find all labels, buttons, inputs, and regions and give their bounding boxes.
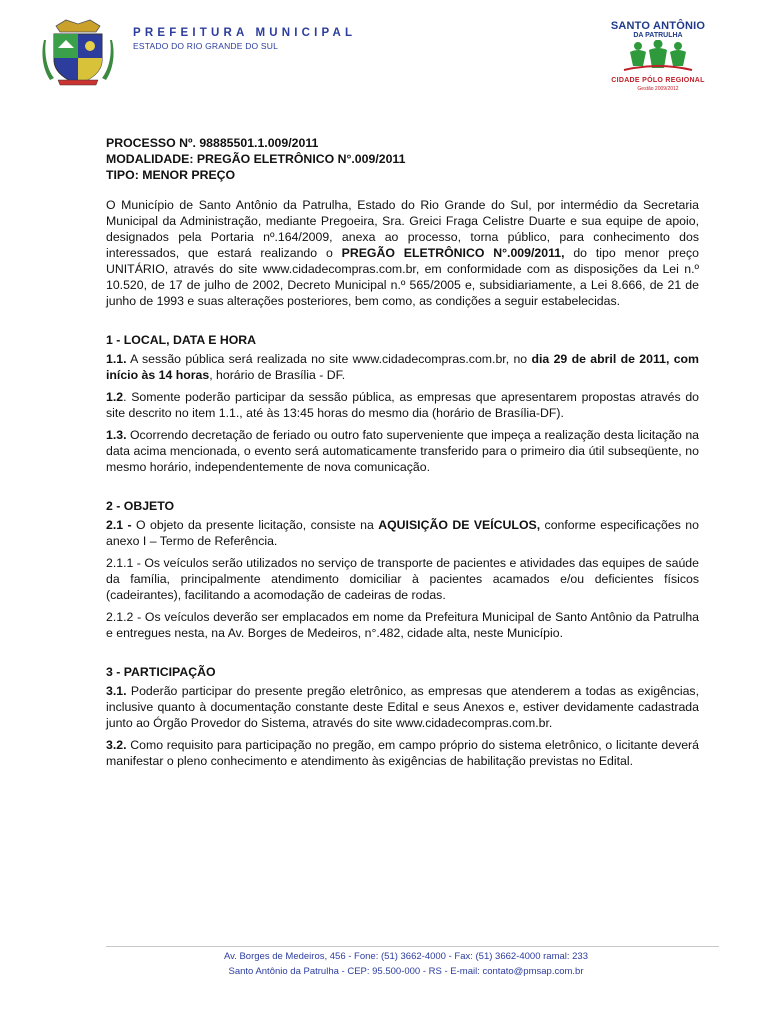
item-2-1-1: 2.1.1 - Os veículos serão utilizados no serviço de transporte de pacientes e atividades das equipes de saúde da família, principalmente atendimento domiciliar à pacientes acamados e/ou deficientes físicos (cadeirantes), facilitando a acomodação de cadeiras de rodas.	[106, 556, 699, 602]
document-body	[106, 135, 699, 769]
item-text: Ocorrendo decretação de feriado ou outro fato superveniente que impeça a realização desta licitação na data acima mencionada, o evento será automaticamente transferido para o primeiro dia útil subseqüente, no mesmo horário, independentemente de nova comunicação.	[106, 428, 699, 474]
item-number: 1.2	[106, 390, 124, 404]
process-type: TIPO: MENOR PREÇO	[106, 168, 236, 182]
city-logo-subname: DA PATRULHA	[633, 32, 683, 39]
process-number: PROCESSO Nº. 98885501.1.009/2011	[106, 136, 319, 150]
footer	[0, 949, 770, 979]
item-1-1	[106, 351, 699, 383]
intro-text-bold: PREGÃO ELETRÔNICO N°.009/2011,	[341, 246, 565, 260]
item-number: 2.1 -	[106, 518, 132, 532]
item-number: 1.1.	[106, 352, 127, 366]
section-1	[106, 351, 699, 475]
item-text: Poderão participar do presente pregão eletrônico, as empresas que atenderem a todas as exigências, inclusive quanto à documentação constante deste Edital e seus Anexos e, estiver devidamente cadastrada junto ao Órgão Provedor do Sistema, através do site www.cidadecompras.com.br.	[106, 684, 699, 730]
section-2-heading: 2 - OBJETO	[106, 499, 175, 513]
state-subtitle: ESTADO DO RIO GRANDE DO SUL	[133, 41, 279, 51]
item-text-bold: AQUISIÇÃO DE VEÍCULOS,	[378, 518, 541, 532]
section-3	[106, 683, 699, 769]
item-2-1-2: 2.1.2 - Os veículos deverão ser emplacados em nome da Prefeitura Municipal de Santo Antônio da Patrulha e entregues nesta, na Av. Borges de Medeiros, n°.482, cidade alta, neste Município.	[106, 610, 699, 640]
item-number: 3.1.	[106, 684, 127, 698]
item-text: A sessão pública será realizada no site www.cidadecompras.com.br, no	[126, 352, 532, 366]
item-3-2	[106, 737, 699, 769]
item-number: 3.2.	[106, 738, 127, 752]
city-logo-tagline: CIDADE PÓLO REGIONAL	[611, 77, 705, 84]
item-text: Como requisito para participação no pregão, em campo próprio do sistema eletrônico, o licitante deverá manifestar o pleno conhecimento e atendimento às exigências de habilitação previstas no Edital.	[106, 738, 699, 768]
item-text-bold: dia 29 de abril de 2011, com início às 14 horas	[106, 352, 699, 382]
item-number: 1.3.	[106, 428, 127, 442]
section-2	[106, 517, 699, 641]
item-text: , horário de Brasília - DF.	[209, 368, 346, 382]
letterhead	[0, 0, 770, 110]
process-modality: MODALIDADE: PREGÃO ELETRÔNICO N°.009/2011	[106, 152, 406, 166]
coat-of-arms-icon	[42, 18, 114, 88]
city-logo-term: Gestão 2009/2012	[637, 86, 679, 92]
process-block	[106, 135, 699, 183]
footer-divider	[106, 946, 719, 947]
item-3-1	[106, 683, 699, 731]
item-text: . Somente poderão participar da sessão pública, as empresas que apresentarem propostas através do site descrito no item 1.1., até às 13:45 horas do mesmo dia (horário de Brasília-DF).	[106, 390, 699, 420]
section-3-heading: 3 - PARTICIPAÇÃO	[106, 665, 216, 679]
intro-text-c: do tipo menor preço UNITÁRIO, através do site www.cidadecompras.com.br, em conformidade com as disposições da Lei n.º 10.520, de 17 de julho de 2002, Decreto Municipal n.º 565/2005 e, subsidiariamente, a Lei 8.666, de 21 de junho de 1993 e suas alterações posteriores, bem como, as condições a seguir estabelecidas.	[106, 246, 699, 308]
item-2-1	[106, 517, 699, 549]
intro-text-a: O Município de Santo Antônio da Patrulha, Estado do Rio Grande do Sul, por intermédio da Secretaria Municipal da Administração, mediante Pregoeira, Sra. Greici Fraga Celistre Duarte e sua equipe de apoio, designados pela Portaria nº.164/2009, anexa ao processo, torna público, para conhecimento dos interessados, que estará realizando o	[106, 198, 699, 260]
footer-address: Av. Borges de Medeiros, 456 - Fone: (51) 3662-4000 - Fax: (51) 3662-4000 ramal: 233	[223, 951, 589, 962]
city-logo-name: SANTO ANTÔNIO	[610, 20, 706, 32]
people-figures-icon	[588, 40, 728, 76]
footer-contact: Santo Antônio da Patrulha - CEP: 95.500-000 - RS - E-mail: contato@pmsap.com.br	[228, 966, 584, 977]
item-text: conforme especificações no anexo I – Termo de Referência.	[106, 518, 699, 548]
prefeitura-title: PREFEITURA MUNICIPAL	[133, 27, 357, 39]
item-text: O objeto da presente licitação, consiste na	[131, 518, 379, 532]
intro-paragraph	[106, 197, 699, 309]
item-1-2	[106, 389, 699, 421]
city-logo	[588, 20, 728, 98]
section-1-heading: 1 - LOCAL, DATA E HORA	[106, 333, 257, 347]
item-1-3	[106, 427, 699, 475]
